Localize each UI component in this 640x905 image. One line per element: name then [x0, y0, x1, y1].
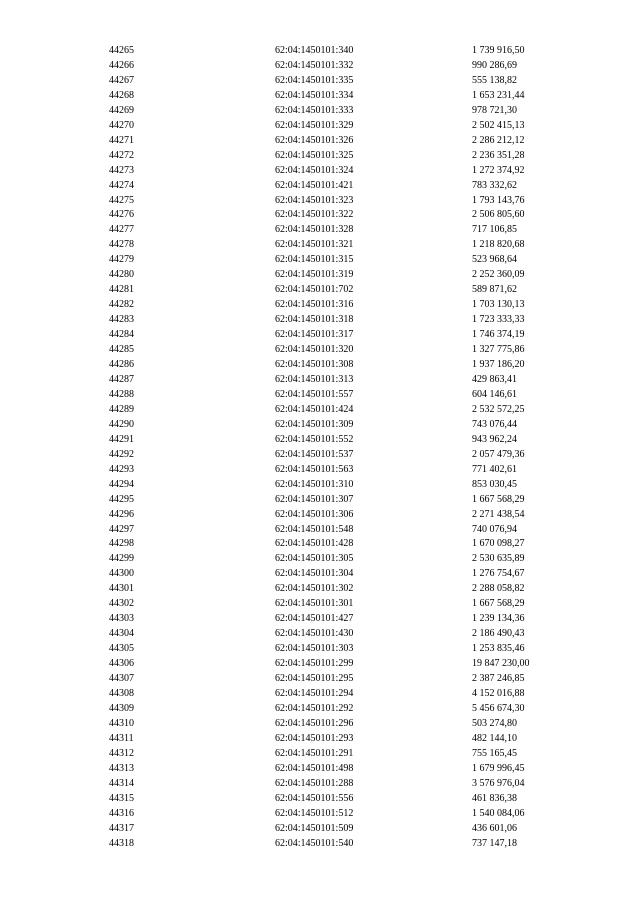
table-row: [0, 493, 640, 508]
cadastral-value: 19 847 230,00: [472, 658, 530, 670]
table-row: [0, 657, 640, 672]
cadastral-value: 1 253 835,46: [472, 643, 525, 655]
row-number: 44267: [109, 74, 134, 86]
row-number: 44295: [109, 493, 134, 505]
row-number: 44288: [109, 388, 134, 400]
row-number: 44313: [109, 762, 134, 774]
cadastral-value: 2 186 490,43: [472, 628, 525, 640]
cadastral-value: 429 863,41: [472, 373, 517, 385]
row-number: 44270: [109, 119, 134, 131]
table-row: [0, 717, 640, 732]
row-number: 44273: [109, 164, 134, 176]
cadastral-value: 717 106,85: [472, 224, 517, 236]
table-row: [0, 463, 640, 478]
cadastral-value: 943 962,24: [472, 433, 517, 445]
row-number: 44315: [109, 792, 134, 804]
table-row: [0, 149, 640, 164]
table-row: [0, 74, 640, 89]
table-row: [0, 478, 640, 493]
cadastral-number: 62:04:1450101:321: [275, 239, 354, 251]
cadastral-number: 62:04:1450101:324: [275, 164, 354, 176]
cadastral-number: 62:04:1450101:320: [275, 344, 354, 356]
row-number: 44279: [109, 254, 134, 266]
cadastral-number: 62:04:1450101:328: [275, 224, 354, 236]
row-number: 44314: [109, 777, 134, 789]
row-number: 44302: [109, 598, 134, 610]
cadastral-value: 589 871,62: [472, 284, 517, 296]
cadastral-number: 62:04:1450101:304: [275, 568, 354, 580]
cadastral-number: 62:04:1450101:556: [275, 792, 354, 804]
cadastral-value: 3 576 976,04: [472, 777, 525, 789]
row-number: 44301: [109, 583, 134, 595]
table-row: [0, 313, 640, 328]
row-number: 44308: [109, 687, 134, 699]
cadastral-value: 4 152 016,88: [472, 687, 525, 699]
row-number: 44291: [109, 433, 134, 445]
cadastral-number: 62:04:1450101:424: [275, 403, 354, 415]
cadastral-value: 1 327 775,86: [472, 344, 525, 356]
cadastral-value: 1 723 333,33: [472, 314, 525, 326]
table-row: [0, 508, 640, 523]
cadastral-value: 555 138,82: [472, 74, 517, 86]
cadastral-value: 1 670 098,27: [472, 538, 525, 550]
cadastral-value: 1 272 374,92: [472, 164, 525, 176]
table-row: [0, 358, 640, 373]
cadastral-number: 62:04:1450101:329: [275, 119, 354, 131]
cadastral-value: 1 703 130,13: [472, 299, 525, 311]
row-number: 44318: [109, 837, 134, 849]
cadastral-value: 2 252 360,09: [472, 269, 525, 281]
row-number: 44283: [109, 314, 134, 326]
cadastral-number: 62:04:1450101:301: [275, 598, 354, 610]
table-row: [0, 792, 640, 807]
row-number: 44289: [109, 403, 134, 415]
cadastral-number: 62:04:1450101:317: [275, 329, 354, 341]
table-row: [0, 238, 640, 253]
row-number: 44311: [109, 732, 134, 744]
table-row: [0, 418, 640, 433]
table-row: [0, 523, 640, 538]
table-row: [0, 612, 640, 627]
cadastral-value: 1 679 996,45: [472, 762, 525, 774]
table-row: [0, 433, 640, 448]
cadastral-value: 743 076,44: [472, 418, 517, 430]
cadastral-value: 482 144,10: [472, 732, 517, 744]
cadastral-number: 62:04:1450101:430: [275, 628, 354, 640]
row-number: 44277: [109, 224, 134, 236]
cadastral-number: 62:04:1450101:302: [275, 583, 354, 595]
row-number: 44276: [109, 209, 134, 221]
table-row: [0, 837, 640, 852]
table-row: [0, 89, 640, 104]
row-number: 44280: [109, 269, 134, 281]
cadastral-value: 1 937 186,20: [472, 359, 525, 371]
table-row: [0, 134, 640, 149]
table-row: [0, 44, 640, 59]
cadastral-number: 62:04:1450101:333: [275, 104, 354, 116]
row-number: 44309: [109, 702, 134, 714]
table-row: [0, 194, 640, 209]
table-row: [0, 283, 640, 298]
row-number: 44284: [109, 329, 134, 341]
row-number: 44275: [109, 194, 134, 206]
table-row: [0, 552, 640, 567]
cadastral-value: 2 387 246,85: [472, 673, 525, 685]
cadastral-number: 62:04:1450101:313: [275, 373, 354, 385]
cadastral-number: 62:04:1450101:557: [275, 388, 354, 400]
cadastral-value: 1 667 568,29: [472, 493, 525, 505]
table-row: [0, 732, 640, 747]
table-row: [0, 567, 640, 582]
table-row: [0, 762, 640, 777]
cadastral-number: 62:04:1450101:307: [275, 493, 354, 505]
table-row: [0, 597, 640, 612]
cadastral-value: 755 165,45: [472, 747, 517, 759]
row-number: 44316: [109, 807, 134, 819]
table-row: [0, 208, 640, 223]
cadastral-number: 62:04:1450101:537: [275, 448, 354, 460]
cadastral-value: 1 667 568,29: [472, 598, 525, 610]
table-row: [0, 822, 640, 837]
cadastral-value: 1 239 134,36: [472, 613, 525, 625]
table-row: [0, 687, 640, 702]
row-number: 44269: [109, 104, 134, 116]
cadastral-number: 62:04:1450101:305: [275, 553, 354, 565]
cadastral-number: 62:04:1450101:296: [275, 717, 354, 729]
row-number: 44300: [109, 568, 134, 580]
cadastral-value: 990 286,69: [472, 59, 517, 71]
row-number: 44285: [109, 344, 134, 356]
cadastral-number: 62:04:1450101:310: [275, 478, 354, 490]
cadastral-value: 740 076,94: [472, 523, 517, 535]
table-row: [0, 702, 640, 717]
cadastral-number: 62:04:1450101:427: [275, 613, 354, 625]
row-number: 44292: [109, 448, 134, 460]
table-row: [0, 403, 640, 418]
cadastral-number: 62:04:1450101:498: [275, 762, 354, 774]
row-number: 44265: [109, 45, 134, 56]
table-row: [0, 537, 640, 552]
table-row: [0, 298, 640, 313]
row-number: 44282: [109, 299, 134, 311]
row-number: 44298: [109, 538, 134, 550]
table-row: [0, 747, 640, 762]
row-number: 44286: [109, 359, 134, 371]
table-row: [0, 642, 640, 657]
table-row: [0, 777, 640, 792]
row-number: 44306: [109, 658, 134, 670]
cadastral-value: 1 540 084,06: [472, 807, 525, 819]
cadastral-value: 2 502 415,13: [472, 119, 525, 131]
row-number: 44266: [109, 59, 134, 71]
table-row: [0, 448, 640, 463]
cadastral-number: 62:04:1450101:315: [275, 254, 354, 266]
cadastral-value: 2 236 351,28: [472, 149, 525, 161]
cadastral-number: 62:04:1450101:512: [275, 807, 354, 819]
cadastral-number: 62:04:1450101:295: [275, 673, 354, 685]
cadastral-number: 62:04:1450101:552: [275, 433, 354, 445]
table-row: [0, 582, 640, 597]
cadastral-value: 503 274,80: [472, 717, 517, 729]
row-number: 44294: [109, 478, 134, 490]
row-number: 44271: [109, 134, 134, 146]
row-number: 44278: [109, 239, 134, 251]
cadastral-number: 62:04:1450101:318: [275, 314, 354, 326]
cadastral-number: 62:04:1450101:548: [275, 523, 354, 535]
cadastral-number: 62:04:1450101:299: [275, 658, 354, 670]
cadastral-number: 62:04:1450101:340: [275, 45, 354, 56]
cadastral-value: 461 836,38: [472, 792, 517, 804]
cadastral-value: 783 332,62: [472, 179, 517, 191]
row-number: 44303: [109, 613, 134, 625]
row-number: 44310: [109, 717, 134, 729]
cadastral-number: 62:04:1450101:540: [275, 837, 354, 849]
cadastral-value: 771 402,61: [472, 463, 517, 475]
table-row: [0, 328, 640, 343]
cadastral-number: 62:04:1450101:306: [275, 508, 354, 520]
cadastral-number: 62:04:1450101:323: [275, 194, 354, 206]
cadastral-number: 62:04:1450101:288: [275, 777, 354, 789]
cadastral-value: 1 218 820,68: [472, 239, 525, 251]
cadastral-number: 62:04:1450101:308: [275, 359, 354, 371]
cadastral-number: 62:04:1450101:322: [275, 209, 354, 221]
cadastral-number: 62:04:1450101:303: [275, 643, 354, 655]
cadastral-value-table: [0, 44, 640, 851]
row-number: 44312: [109, 747, 134, 759]
row-number: 44317: [109, 822, 134, 834]
table-row: [0, 343, 640, 358]
row-number: 44304: [109, 628, 134, 640]
cadastral-number: 62:04:1450101:334: [275, 89, 354, 101]
table-row: [0, 373, 640, 388]
cadastral-number: 62:04:1450101:292: [275, 702, 354, 714]
cadastral-number: 62:04:1450101:509: [275, 822, 354, 834]
cadastral-number: 62:04:1450101:293: [275, 732, 354, 744]
table-row: [0, 164, 640, 179]
table-row: [0, 807, 640, 822]
cadastral-number: 62:04:1450101:319: [275, 269, 354, 281]
row-number: 44299: [109, 553, 134, 565]
row-number: 44268: [109, 89, 134, 101]
cadastral-value: 1 746 374,19: [472, 329, 525, 341]
cadastral-number: 62:04:1450101:326: [275, 134, 354, 146]
cadastral-number: 62:04:1450101:421: [275, 179, 354, 191]
table-row: [0, 388, 640, 403]
row-number: 44297: [109, 523, 134, 535]
row-number: 44290: [109, 418, 134, 430]
cadastral-value: 436 601,06: [472, 822, 517, 834]
cadastral-value: 2 506 805,60: [472, 209, 525, 221]
row-number: 44305: [109, 643, 134, 655]
table-row: [0, 59, 640, 74]
cadastral-value: 2 271 438,54: [472, 508, 525, 520]
cadastral-value: 853 030,45: [472, 478, 517, 490]
table-row: [0, 672, 640, 687]
cadastral-value: 523 968,64: [472, 254, 517, 266]
cadastral-number: 62:04:1450101:325: [275, 149, 354, 161]
row-number: 44281: [109, 284, 134, 296]
cadastral-value: 1 276 754,67: [472, 568, 525, 580]
cadastral-value: 1 793 143,76: [472, 194, 525, 206]
cadastral-value: 2 288 058,82: [472, 583, 525, 595]
row-number: 44287: [109, 373, 134, 385]
cadastral-value: 2 530 635,89: [472, 553, 525, 565]
cadastral-number: 62:04:1450101:563: [275, 463, 354, 475]
cadastral-number: 62:04:1450101:702: [275, 284, 354, 296]
table-row: [0, 119, 640, 134]
cadastral-value: 1 653 231,44: [472, 89, 525, 101]
cadastral-value: 2 286 212,12: [472, 134, 525, 146]
cadastral-number: 62:04:1450101:294: [275, 687, 354, 699]
cadastral-number: 62:04:1450101:309: [275, 418, 354, 430]
table-row: [0, 253, 640, 268]
cadastral-value: 604 146,61: [472, 388, 517, 400]
table-row: [0, 268, 640, 283]
table-row: [0, 627, 640, 642]
cadastral-value: 737 147,18: [472, 837, 517, 849]
table-row: [0, 223, 640, 238]
cadastral-value: 5 456 674,30: [472, 702, 525, 714]
row-number: 44274: [109, 179, 134, 191]
row-number: 44307: [109, 673, 134, 685]
row-number: 44293: [109, 463, 134, 475]
table-row: [0, 179, 640, 194]
cadastral-number: 62:04:1450101:316: [275, 299, 354, 311]
cadastral-number: 62:04:1450101:291: [275, 747, 354, 759]
cadastral-number: 62:04:1450101:335: [275, 74, 354, 86]
cadastral-number: 62:04:1450101:332: [275, 59, 354, 71]
cadastral-value: 1 739 916,50: [472, 45, 525, 56]
row-number: 44296: [109, 508, 134, 520]
cadastral-value: 978 721,30: [472, 104, 517, 116]
cadastral-value: 2 532 572,25: [472, 403, 525, 415]
table-row: [0, 104, 640, 119]
row-number: 44272: [109, 149, 134, 161]
cadastral-number: 62:04:1450101:428: [275, 538, 354, 550]
cadastral-value: 2 057 479,36: [472, 448, 525, 460]
